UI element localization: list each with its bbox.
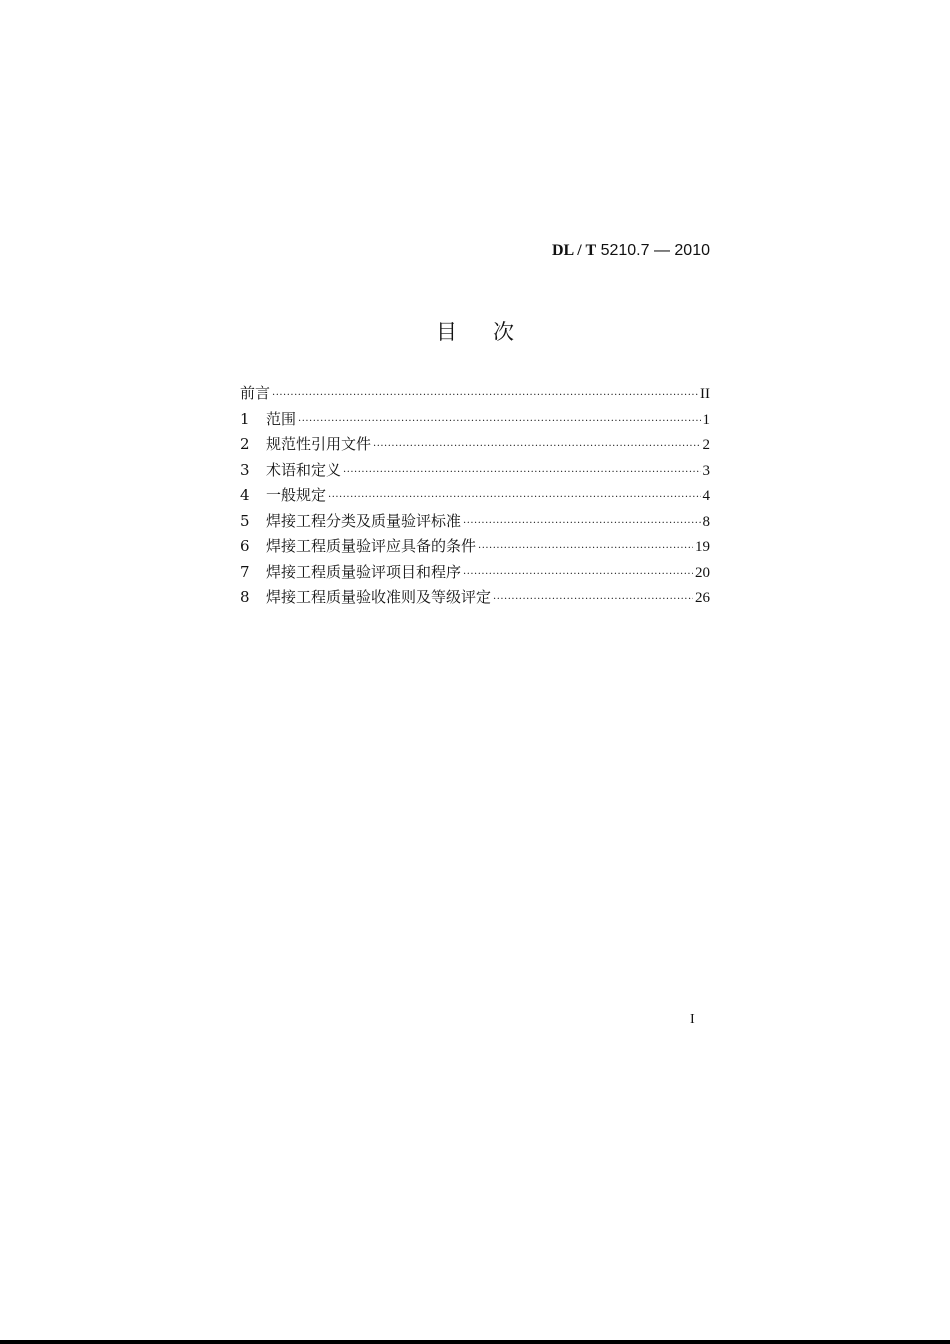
toc-entry-label: 焊接工程质量验收准则及等级评定 xyxy=(266,588,492,606)
toc-leader-dots xyxy=(463,562,693,588)
toc-entry-number: 8 xyxy=(240,588,250,606)
toc-entry-number: 4 xyxy=(240,486,250,504)
toc-entry-number: 6 xyxy=(240,537,250,555)
toc-entry-1[interactable] xyxy=(240,407,710,433)
standard-code-prefix: DL / T xyxy=(551,242,597,259)
standard-code-number: 5210.7 — 2010 xyxy=(596,242,710,259)
table-of-contents xyxy=(240,381,710,611)
toc-leader-dots xyxy=(298,409,700,435)
toc-entry-label: 焊接工程质量验评应具备的条件 xyxy=(266,537,477,555)
toc-leader-dots xyxy=(463,511,700,537)
standard-code xyxy=(552,242,710,260)
toc-leader-dots xyxy=(272,383,698,409)
toc-entry-page: 2 xyxy=(702,437,710,453)
toc-entry-label: 范围 xyxy=(266,409,297,428)
toc-entry-page: 20 xyxy=(695,564,710,581)
toc-entry-page: II xyxy=(700,386,710,402)
toc-entry-7[interactable] xyxy=(240,560,710,586)
toc-entry-6[interactable] xyxy=(240,534,710,560)
toc-leader-dots xyxy=(373,434,700,460)
toc-entry-2[interactable] xyxy=(240,432,710,458)
toc-entry-number: 2 xyxy=(240,435,250,453)
toc-entry-number: 1 xyxy=(240,409,250,428)
toc-leader-dots xyxy=(343,460,700,486)
toc-entry-page: 1 xyxy=(702,411,710,428)
toc-title: 目次 xyxy=(436,320,550,344)
toc-entry-label: 规范性引用文件 xyxy=(266,435,372,453)
toc-entry-page: 8 xyxy=(702,513,710,530)
toc-entry-label: 焊接工程质量验评项目和程序 xyxy=(266,562,462,581)
toc-leader-dots xyxy=(328,485,700,511)
toc-entry-page: 26 xyxy=(695,590,710,606)
bottom-rule xyxy=(0,1340,950,1344)
toc-leader-dots xyxy=(493,587,693,613)
toc-entry-label: 一般规定 xyxy=(266,486,327,504)
toc-entry-page: 19 xyxy=(695,539,710,555)
toc-entry-4[interactable] xyxy=(240,483,710,509)
toc-entry-label: 术语和定义 xyxy=(266,460,342,479)
toc-leader-dots xyxy=(478,536,693,562)
toc-entry-page: 3 xyxy=(702,462,710,479)
toc-entry-8[interactable] xyxy=(240,585,710,611)
page-number: I xyxy=(690,1012,695,1027)
toc-entry-number: 5 xyxy=(240,511,250,530)
toc-entry-3[interactable] xyxy=(240,458,710,484)
toc-entry-label: 焊接工程分类及质量验评标准 xyxy=(266,511,462,530)
toc-entry-preface[interactable] xyxy=(240,381,710,407)
toc-entry-label: 前言 xyxy=(240,384,271,402)
toc-entry-number: 7 xyxy=(240,562,250,581)
toc-entry-5[interactable] xyxy=(240,509,710,535)
toc-entry-number: 3 xyxy=(240,460,250,479)
toc-entry-page: 4 xyxy=(702,488,710,504)
